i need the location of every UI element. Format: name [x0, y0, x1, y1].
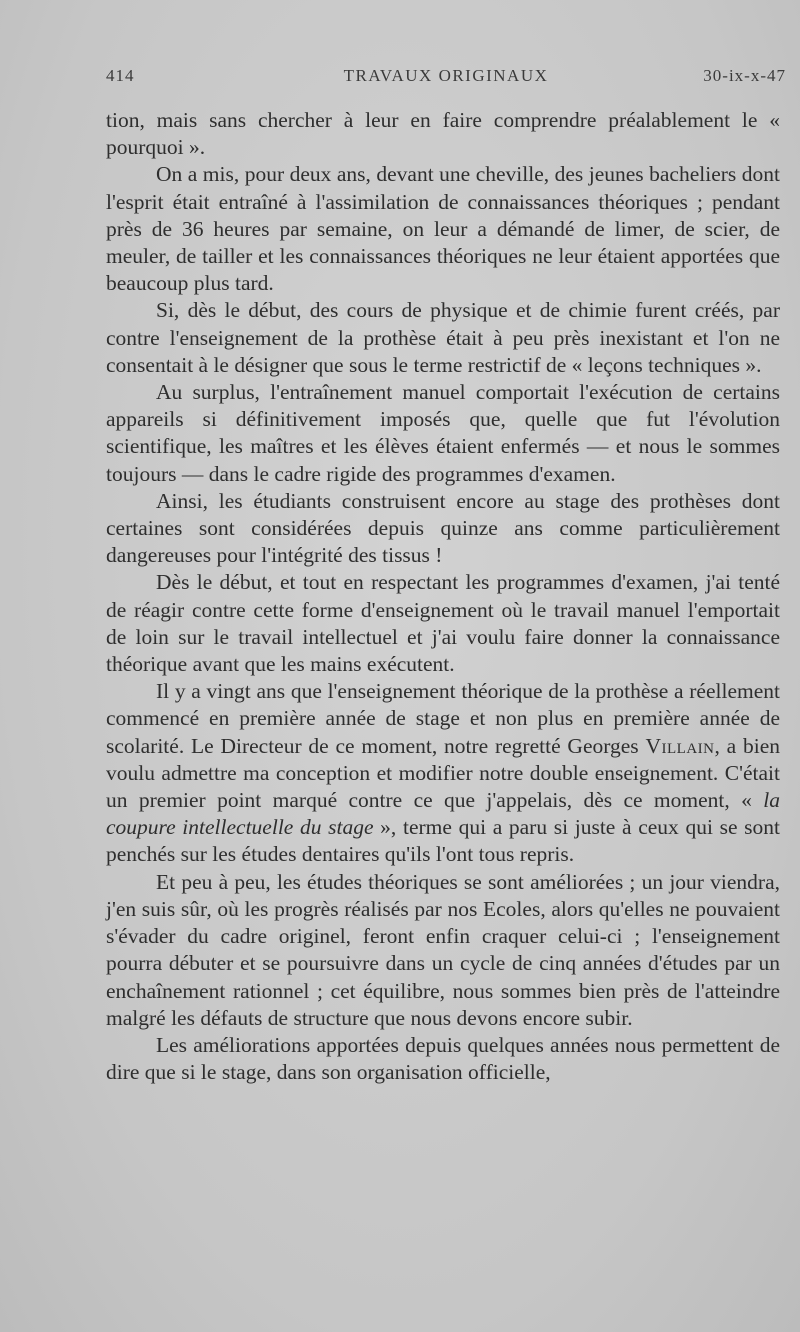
italic-quote: la coupure intellectuelle du stage — [106, 788, 780, 840]
paragraph-5: Ainsi, les étudiants construisent encore au stage des prothèses dont certaines sont considérées depuis quinze ans comme particulièrement dangereuses pour l'intégrité des tissus ! — [106, 488, 780, 568]
running-header — [106, 66, 786, 94]
paragraph-3: Si, dès le début, des cours de physique et de chimie furent créés, par contre l'enseignement de la prothèse était à peu près inexistant et l'on ne consentait à le désigner que sous le terme restrictif de « leçons techniques ». — [106, 298, 780, 377]
paragraph-9: Les améliorations apportées depuis quelques années nous permettent de dire que si le stage, dans son organisation officielle, — [106, 1032, 780, 1085]
running-title: TRAVAUX ORIGINAUX — [343, 66, 549, 85]
author-name-villain: Villain — [645, 733, 715, 758]
paragraph-2: On a mis, pour deux ans, devant une cheville, des jeunes bacheliers dont l'esprit était entraîné à l'assimilation de connaissances théoriques ; pendant près de 36 heures par semaine, on leur a démandé de limer, de scier, de meuler, de tailler et les connaissances théoriques ne leur étaient apportées que beaucoup plus tard. — [106, 162, 780, 296]
paragraph-1: tion, mais sans chercher à leur en faire comprendre préalablement le « pourquoi ». — [106, 108, 780, 160]
paragraph-6: Dès le début, et tout en respectant les programmes d'examen, j'ai tenté de réagir contre cette forme d'enseignement où le travail manuel l'emportait de loin sur le travail intellectuel et j'ai voulu faire donner la connaissance théorique avant que les mains exécutent. — [106, 570, 780, 677]
article-body — [106, 107, 780, 1086]
paragraph-4: Au surplus, l'entraînement manuel comportait l'exécution de certains appareils si définitivement imposés que, quelle que fut l'évolution scientifique, les maîtres et les élèves étaient enfermés — et nous le sommes toujours — dans le cadre rigide des programmes d'examen. — [106, 380, 780, 486]
issue-reference: 30-ix-x-47 — [703, 66, 786, 85]
paragraph-7-text-mid: , a bien voulu admettre ma conception et modifier notre double enseignement. C'était un premier point marqué contre ce que j'appelais, dès ce moment, « — [106, 733, 781, 813]
paragraph-7 — [106, 678, 780, 868]
page-number: 414 — [106, 66, 135, 85]
paragraph-7-text-after: », terme qui a paru si juste à ceux qui se sont penchés sur les études dentaires qu'ils l'ont tous repris. — [106, 815, 780, 867]
paragraph-8: Et peu à peu, les études théoriques se sont améliorées ; un jour viendra, j'en suis sûr, où les progrès réalisés par nos Ecoles, alors qu'elles ne pouvaient s'évader du cadre originel, feront enfin craquer celui-ci ; l'enseignement pourra débuter et se poursuivre dans un cycle de cinq années d'études par un enchaînement rationnel ; cet équilibre, nous sommes bien près de l'atteindre malgré les défauts de structure que nous devons encore subir. — [106, 869, 780, 1030]
paragraph-7-text-before: Il y a vingt ans que l'enseignement théorique de la prothèse a réellement commencé en première année de stage et non plus en première année de scolarité. Le Directeur de ce moment, notre regretté Georges — [106, 679, 780, 758]
